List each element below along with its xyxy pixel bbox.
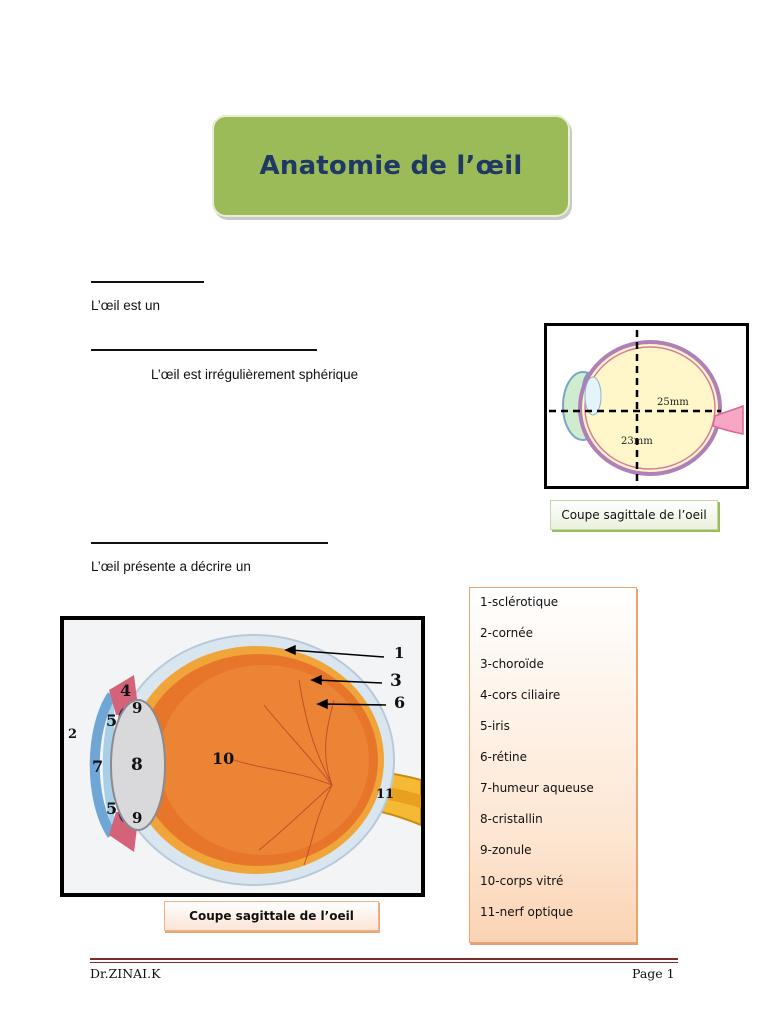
eye-label-3: 3 xyxy=(390,671,402,691)
legend-item: 2-cornée xyxy=(480,626,533,640)
eye-label-11: 11 xyxy=(376,787,395,802)
eye-label-5-bottom: 5 xyxy=(106,799,118,818)
label-23mm: 23mm xyxy=(621,436,653,447)
legend-item: 11-nerf optique xyxy=(480,905,574,919)
legend-item: 10-corps vitré xyxy=(480,874,564,888)
footer-rule-thin xyxy=(90,962,678,963)
eye-label-1: 1 xyxy=(394,644,405,662)
eye-label-7: 7 xyxy=(92,757,104,776)
legend-item: 1-sclérotique xyxy=(480,595,559,609)
label-25mm: 25mm xyxy=(657,397,689,408)
footer-page-number: Page 1 xyxy=(632,966,675,981)
eye-label-6: 6 xyxy=(394,693,406,712)
eye-label-9-bottom: 9 xyxy=(132,809,143,827)
legend-item: 4-cors ciliaire xyxy=(480,688,561,702)
heading-rule-1 xyxy=(91,281,204,283)
eye-label-10: 10 xyxy=(212,749,235,768)
legend-box xyxy=(469,587,637,943)
heading-rule-3 xyxy=(91,542,328,544)
figure-small-caption: Coupe sagittale de l’oeil xyxy=(550,500,718,530)
eye-sagittal-diagram xyxy=(64,620,421,893)
heading-rule-2 xyxy=(91,349,317,351)
legend-list xyxy=(470,588,636,934)
legend-item: 8-cristallin xyxy=(480,812,543,826)
footer-author: Dr.ZINAI.K xyxy=(90,966,161,981)
page-title: Anatomie de l’œil xyxy=(259,151,523,181)
eye-label-4: 4 xyxy=(120,681,132,700)
eye-dimensions-figure xyxy=(544,323,749,489)
figure-main-caption: Coupe sagittale de l’oeil xyxy=(164,901,379,931)
legend-item: 6-rétine xyxy=(480,750,528,764)
eye-label-5-top: 5 xyxy=(106,711,118,730)
eye-label-8: 8 xyxy=(131,755,143,775)
paragraph-3: L’œil présente a décrire un xyxy=(91,559,251,574)
paragraph-1: L’œil est un xyxy=(91,298,161,313)
legend-item: 5-iris xyxy=(480,719,510,733)
eye-sagittal-figure xyxy=(60,616,425,897)
legend-item: 7-humeur aqueuse xyxy=(480,781,594,795)
title-box xyxy=(212,115,570,217)
eye-dimensions-diagram xyxy=(547,326,746,486)
legend-item: 9-zonule xyxy=(480,843,532,857)
eye-label-2: 2 xyxy=(68,727,78,742)
legend-item: 3-choroïde xyxy=(480,657,544,671)
footer-rule xyxy=(90,958,678,960)
eye-label-9-top: 9 xyxy=(132,699,143,717)
paragraph-2: L’œil est irrégulièrement sphérique xyxy=(151,367,359,382)
